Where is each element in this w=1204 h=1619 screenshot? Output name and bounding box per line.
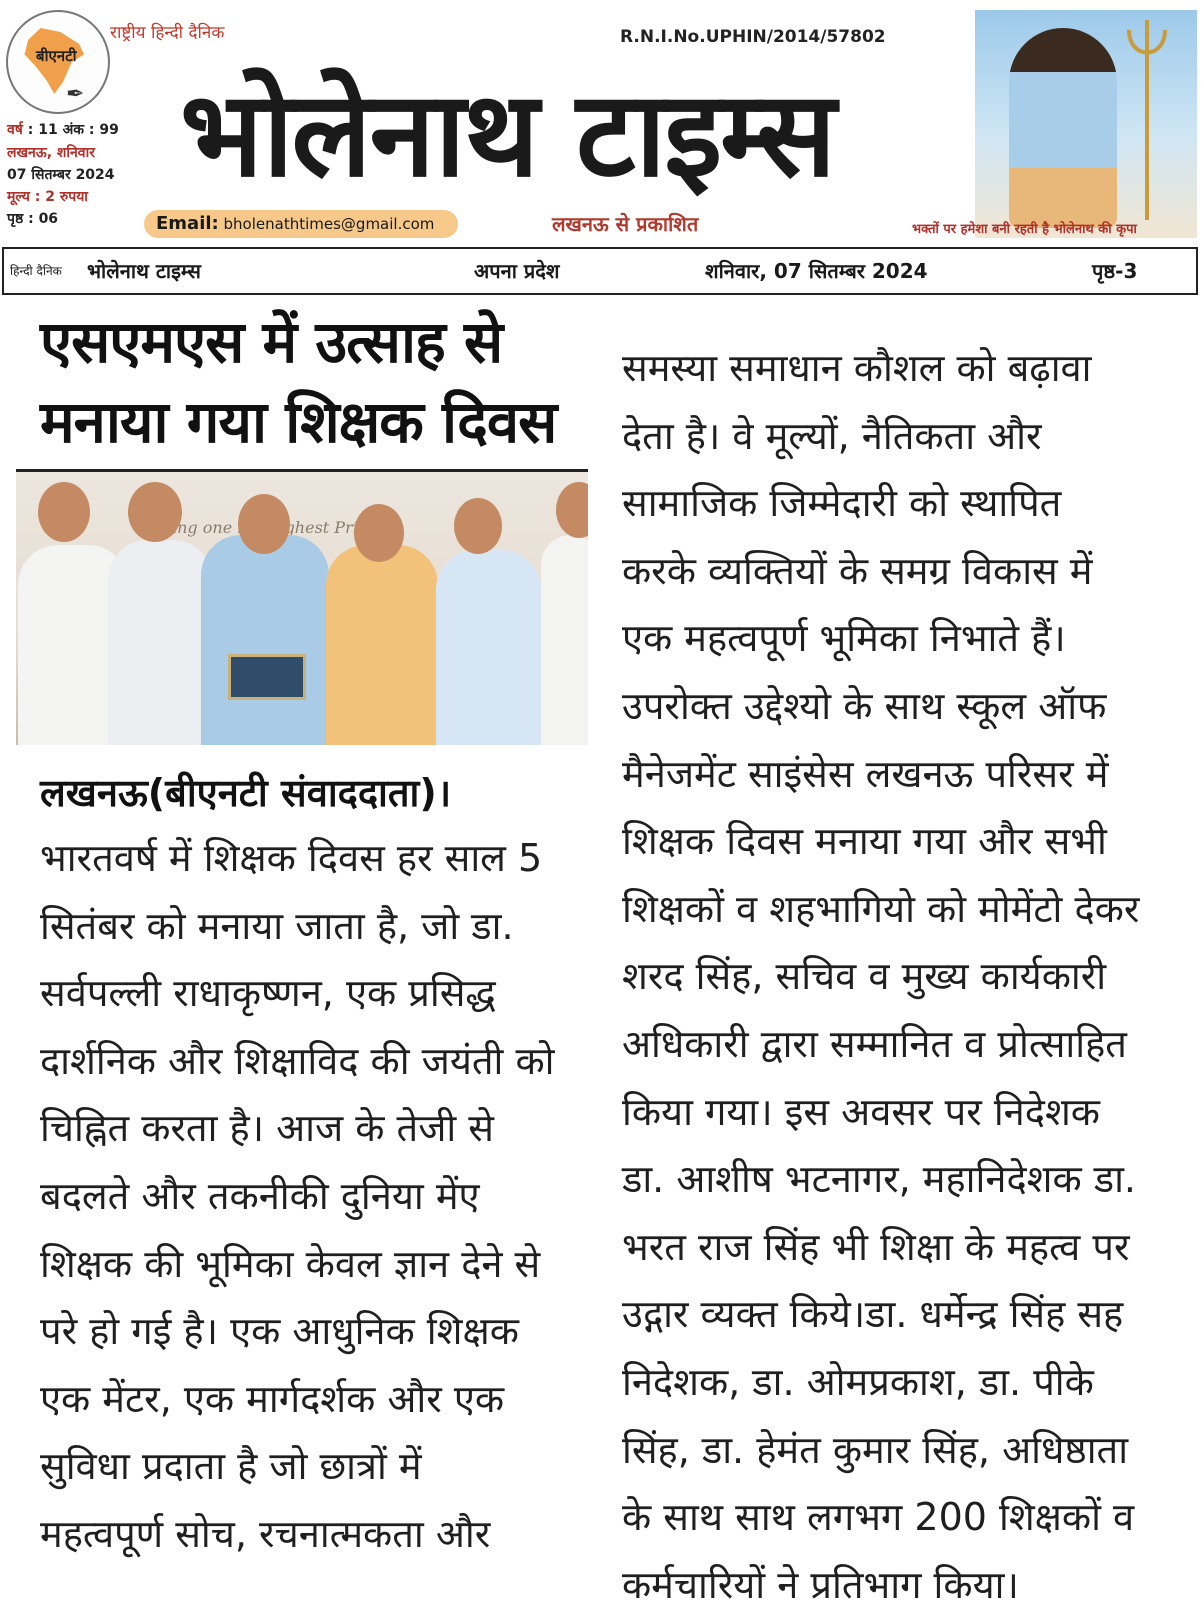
volume-issue: वर्ष : 11 अंक : 99 bbox=[7, 122, 119, 138]
quill-icon: ✒ bbox=[66, 82, 85, 107]
deity-figure bbox=[1009, 28, 1117, 228]
person-5 bbox=[436, 550, 541, 745]
person-1-head bbox=[38, 482, 90, 542]
tagline: राष्ट्रीय हिन्दी दैनिक bbox=[110, 23, 225, 43]
person-6-head bbox=[556, 482, 588, 538]
article-photo bbox=[16, 469, 588, 745]
section-bar-page: पृष्ठ-3 bbox=[1092, 259, 1138, 283]
article-column-1: भारतवर्ष में शिक्षक दिवस हर साल 5 सितंबर को मनाया जाता है, जो डा. सर्वपल्ली राधाकृष्णन, एक प्रसिद्ध दार्शनिक और शिक्षाविद की जयंती को चिह्नित करता है। आज के तेजी से बदलते और तकनीकी दुनिया मेंए शिक्षक की भूमिका केवल ज्ञान देने से परे हो गई है। एक आधुनिक शिक्षक एक मेंटर, एक मार्गदर्शक और एक सुविधा प्रदाता है जो छात्रों में महत्वपूर्ण सोच, रचनात्मकता और bbox=[40, 836, 555, 1556]
article-headline: एसएमएस में उत्साह से मनाया गया शिक्षक दिवस bbox=[40, 308, 557, 456]
newspaper-title: भोलेनाथ टाइम्स bbox=[180, 65, 835, 203]
rni-number: R.N.I.No.UPHIN/2014/57802 bbox=[620, 27, 886, 47]
deity-caption: भक्तों पर हमेशा बनी रहती है भोलेनाथ की कृपा bbox=[912, 222, 1137, 237]
memento-plaque bbox=[228, 654, 306, 700]
person-4 bbox=[326, 545, 438, 745]
pages-value: 06 bbox=[38, 211, 59, 227]
price-label: मूल्य bbox=[7, 189, 30, 205]
issue-value: 99 bbox=[99, 122, 119, 138]
price: मूल्य : 2 रुपया bbox=[7, 189, 88, 205]
masthead bbox=[0, 0, 1204, 246]
year-label: वर्ष bbox=[7, 122, 23, 138]
person-3-head bbox=[238, 494, 290, 554]
section-bar bbox=[2, 247, 1198, 295]
article-column-2: समस्या समाधान कौशल को बढ़ावा देता है। वे मूल्यों, नैतिकता और सामाजिक जिम्मेदारी को स्थापित करके व्यक्तियों के समग्र विकास में एक महत्वपूर्ण भूमिका निभाते हैं। उपरोक्त उद्देश्यो के साथ स्कूल ऑफ मैनेजमेंट साइंसेस लखनऊ परिसर में शिक्षक दिवस मनाया गया और सभी शिक्षकों व शहभागियो को मोमेंटो देकर शरद सिंह, सचिव व मुख्य कार्यकारी अधिकारी द्वारा सम्मानित व प्रोत्साहित किया गया। इस अवसर पर निदेशक डा. आशीष भटनागर, महानिदेशक डा. भरत राज सिंह भी शिक्षा के महत्व पर उद्गार व्यक्त किये।डा. धर्मेन्द्र सिंह सह निदेशक, डा. ओमप्रकाश, डा. पीके सिंह, डा. हेमंत कुमार सिंह, अधिष्ठाता के साथ साथ लगभग 200 शिक्षकों व कर्मचारियों ने प्रतिभाग किया। bbox=[622, 346, 1140, 1607]
issue-label: अंक bbox=[62, 122, 85, 138]
pages-label: पृष्ठ bbox=[7, 211, 24, 227]
person-4-head bbox=[354, 504, 404, 562]
email-address: bholenathtimes@gmail.com bbox=[223, 215, 435, 233]
person-2-head bbox=[128, 482, 182, 542]
section-bar-section: अपना प्रदेश bbox=[474, 259, 560, 283]
email-label: Email: bbox=[156, 213, 219, 234]
section-bar-date: शनिवार, 07 सितम्बर 2024 bbox=[705, 259, 928, 283]
year-value: 11 bbox=[38, 122, 58, 138]
article-byline: लखनऊ(बीएनटी संवाददाता)। bbox=[40, 771, 452, 815]
person-3 bbox=[201, 535, 329, 745]
person-2 bbox=[108, 540, 213, 745]
issue-date: 07 सितम्बर 2024 bbox=[7, 167, 115, 183]
section-bar-paper-name: भोलेनाथ टाइम्स bbox=[87, 259, 201, 283]
page-count: पृष्ठ : 06 bbox=[7, 211, 59, 227]
shiva-portrait-image bbox=[975, 10, 1197, 238]
place-day: लखनऊ, शनिवार bbox=[7, 145, 95, 161]
section-bar-daily-label: हिन्दी दैनिक bbox=[10, 264, 62, 278]
newspaper-logo bbox=[6, 10, 110, 114]
price-value: 2 रुपया bbox=[45, 189, 88, 205]
person-5-head bbox=[454, 498, 502, 554]
trident-icon bbox=[1125, 20, 1169, 220]
published-from: लखनऊ से प्रकाशित bbox=[552, 212, 699, 236]
photo-banner-text: one …ighest bbox=[202, 518, 330, 537]
person-6 bbox=[541, 535, 588, 745]
logo-text: बीएनटी bbox=[36, 47, 77, 65]
email-badge bbox=[144, 210, 458, 238]
